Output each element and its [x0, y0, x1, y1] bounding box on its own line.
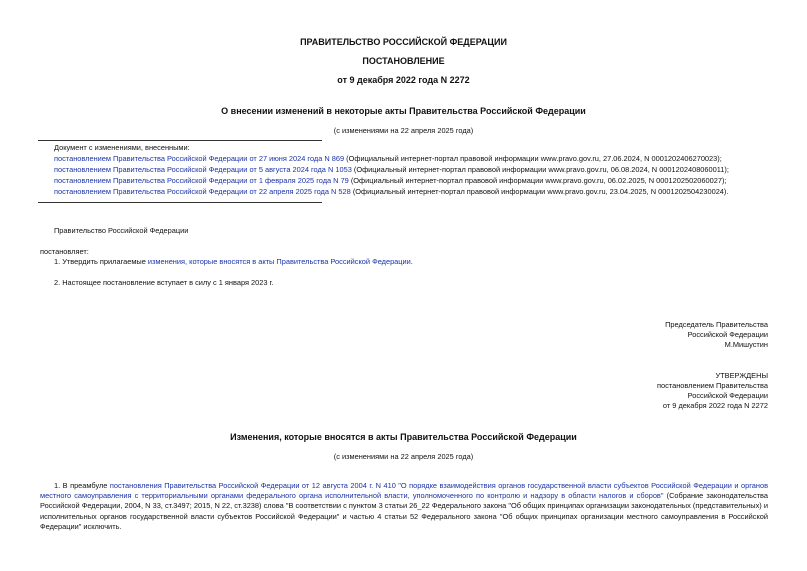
- issuer: Правительство Российской Федерации: [54, 226, 189, 235]
- amendment-source: (Официальный интернет-портал правовой информации www.pravo.gov.ru, 23.04.2025, N 0001202504230024).: [350, 187, 729, 196]
- amendment-link[interactable]: постановлением Правительства Российской Федерации от 22 апреля 2025 года N 528: [54, 187, 351, 196]
- annex-paragraph-1: [40, 481, 768, 532]
- amendment-source: (Официальный интернет-портал правовой информации www.pravo.gov.ru, 06.08.2024, N 0001202408060011);: [351, 165, 729, 174]
- top-divider: [38, 140, 322, 141]
- item-1-end: .: [410, 257, 413, 266]
- decides: постановляет:: [40, 247, 89, 256]
- amendment-link[interactable]: постановлением Правительства Российской Федерации от 1 февраля 2025 года N 79: [54, 176, 349, 185]
- annex-p1-rest: (Собрание законодательства Российской Федерации, 2004, N 33, ст.3497; 2015, N 22, ст.3238) слова "В соответствии с пунктом 3 статьи 26_22 Федерального закона "Об общих принципах организации законодательных (представительных) и исполнительных органов государственной власти субъектов Российской Федерации" и частью 4 статьи 52 Федерального закона "Об общих принципах организации местного самоуправления в Российской Федерации" исключить.: [40, 491, 768, 531]
- amendment-line: [54, 165, 729, 175]
- government-heading: ПРАВИТЕЛЬСТВО РОССИЙСКОЙ ФЕДЕРАЦИИ: [300, 37, 507, 47]
- changes-intro: Документ с изменениями, внесенными:: [54, 143, 190, 152]
- annex-link[interactable]: изменения, которые вносятся в акты Правительства Российской Федерации: [147, 257, 411, 266]
- approved-by: постановлением Правительства: [657, 381, 768, 390]
- amendment-line: [54, 176, 726, 186]
- annex-edition: (с изменениями на 22 апреля 2025 года): [333, 452, 474, 461]
- bottom-divider: [38, 202, 322, 203]
- document-type: ПОСТАНОВЛЕНИЕ: [362, 56, 445, 66]
- amendment-source: (Официальный интернет-портал правовой информации www.pravo.gov.ru, 27.06.2024, N 0001202406270023);: [344, 154, 722, 163]
- approved-date: от 9 декабря 2022 года N 2272: [662, 401, 768, 410]
- edition-note: (с изменениями на 22 апреля 2025 года): [333, 126, 474, 135]
- signature-title: Председатель Правительства: [665, 320, 768, 329]
- approved-label: УТВЕРЖДЕНЫ: [715, 371, 768, 380]
- amendment-link[interactable]: постановлением Правительства Российской Федерации от 5 августа 2024 года N 1053: [54, 165, 352, 174]
- signature-org: Российской Федерации: [687, 330, 768, 339]
- item-1-text: 1. Утвердить прилагаемые: [54, 257, 148, 266]
- document-title: О внесении изменений в некоторые акты Правительства Российской Федерации: [221, 106, 586, 116]
- amendment-line: [54, 187, 728, 197]
- item-2: 2. Настоящее постановление вступает в силу с 1 января 2023 г.: [54, 278, 274, 287]
- amendment-link[interactable]: постановлением Правительства Российской Федерации от 27 июня 2024 года N 869: [54, 154, 345, 163]
- signature-name: М.Мишустин: [724, 340, 768, 349]
- amendment-line: [54, 154, 722, 164]
- approved-org: Российской Федерации: [687, 391, 768, 400]
- document-date-number: от 9 декабря 2022 года N 2272: [337, 75, 470, 85]
- annex-title: Изменения, которые вносятся в акты Правительства Российской Федерации: [230, 432, 577, 442]
- annex-p1-start: 1. В преамбуле: [54, 481, 110, 490]
- resolution-410-link[interactable]: постановления Правительства Российской Федерации от 12 августа 2004 г. N 410 "О порядке взаимодействия органов государственной власти субъектов Российской Федерации и органов местного самоуправления с территориальными органами федерального органа исполнительной власти, уполномоченного по контролю и надзору в области налогов и сборов": [40, 481, 768, 501]
- amendment-source: (Официальный интернет-портал правовой информации www.pravo.gov.ru, 06.02.2025, N 0001202502060027);: [348, 176, 727, 185]
- item-1: [54, 257, 413, 267]
